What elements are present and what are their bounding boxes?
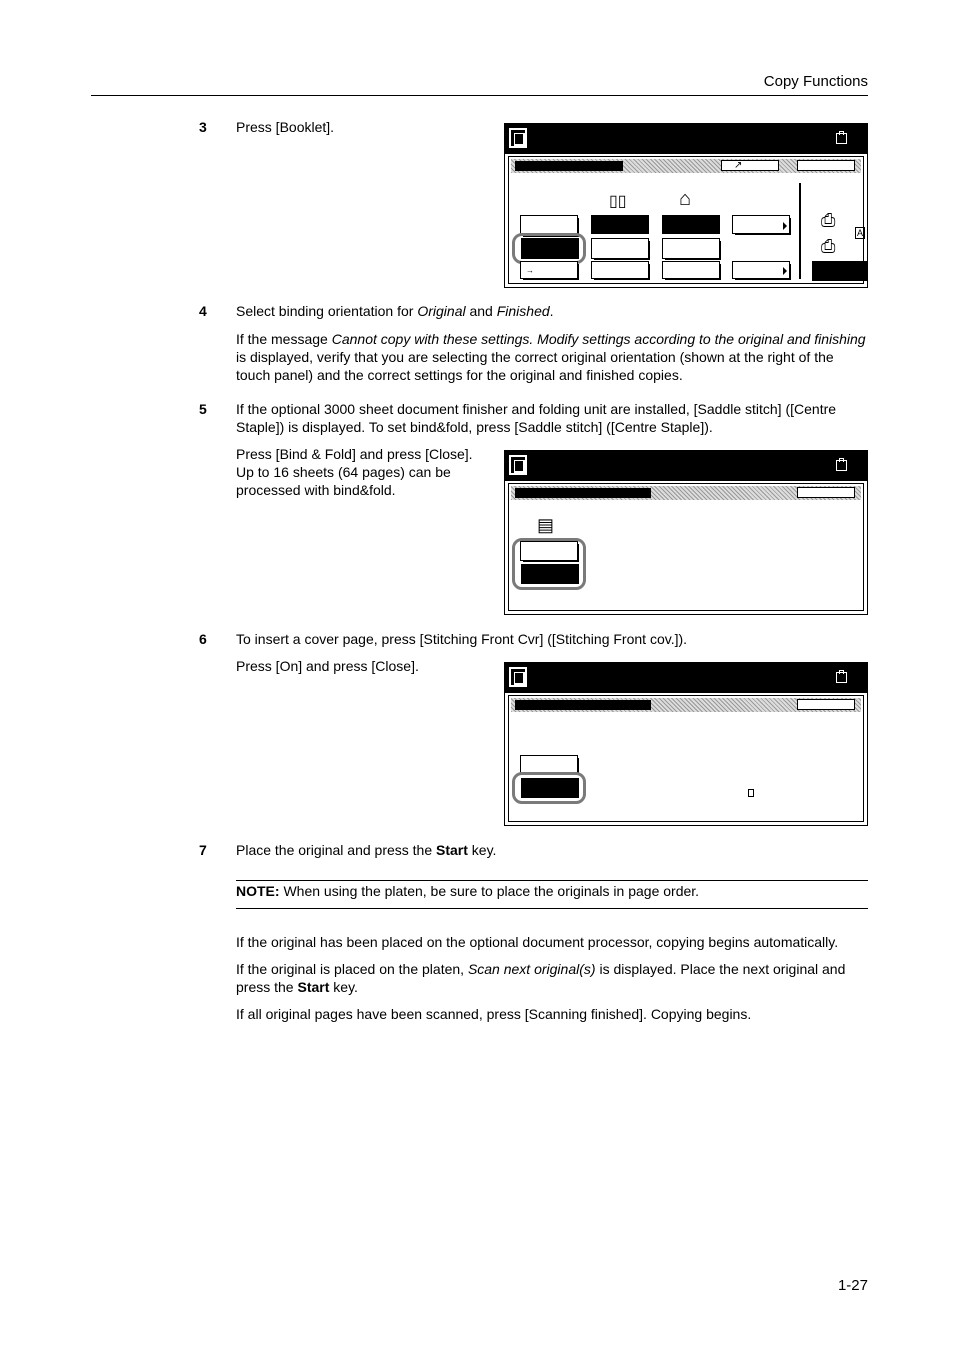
step-paragraph: If all original pages have been scanned, press [Scanning finished]. Copying begins.: [236, 1006, 752, 1022]
step-number: 3: [199, 119, 207, 135]
finisher-icon: ⌂: [679, 188, 692, 210]
info-icon: [748, 789, 754, 797]
finished-left-button[interactable]: [662, 215, 720, 234]
step-paragraph: Select binding orientation for Original and Finished.: [236, 303, 554, 319]
step-paragraph: If the original has been placed on the optional document processor, copying begins automatically.: [236, 934, 839, 950]
panel-titlebar: [505, 663, 867, 693]
chevron-right-icon: [783, 267, 787, 275]
arrow-button[interactable]: [520, 261, 578, 279]
step-number: 4: [199, 303, 207, 319]
clipboard-icon: [836, 460, 847, 471]
step-paragraph: Press [Bind & Fold] and press [Close]. Up to 16 sheets (64 pages) can be processed with bind&fold.: [236, 446, 473, 498]
step-number: 7: [199, 842, 207, 858]
panel-message: [515, 161, 623, 171]
touch-panel-cover: [504, 662, 868, 826]
step-paragraph: If the optional 3000 sheet document finisher and folding unit are installed, [Saddle stitch] ([Centre Staple]) is displayed. To set bind&fold, press [Saddle stitch] ([Centre Staple]).: [236, 401, 837, 435]
panel-titlebar: [505, 124, 867, 154]
close-button[interactable]: [797, 487, 855, 498]
finished-top-button[interactable]: [662, 261, 720, 279]
page-number: 1-27: [837, 1277, 868, 1294]
divider: [799, 183, 801, 279]
orientation-button[interactable]: [812, 261, 868, 281]
panel-body: [508, 695, 864, 822]
book-icon: ▯▯: [609, 193, 627, 210]
chevron-right-icon: [783, 222, 787, 230]
close-button[interactable]: [797, 699, 855, 710]
copy-mode-icon: [509, 667, 527, 687]
original-right-button[interactable]: [591, 238, 649, 259]
original-orientation-icon: ⎙: [821, 210, 836, 230]
step-text: Press [Booklet].: [236, 119, 335, 135]
copy-mode-icon: [509, 455, 527, 475]
clipboard-icon: [836, 133, 847, 144]
saddle-stitch-button[interactable]: [732, 261, 790, 279]
arrow-icon: →: [526, 266, 534, 275]
step-number: 6: [199, 631, 207, 647]
panel-body: [508, 156, 864, 284]
finished-right-button[interactable]: [662, 238, 720, 259]
header-rule: [91, 95, 868, 96]
close-button[interactable]: [797, 160, 855, 171]
step-paragraph: If the original is placed on the platen, Scan next original(s) is displayed. Place the next original and press the Start key.: [236, 961, 846, 995]
arrow-icon: ↗: [734, 160, 743, 171]
clipboard-icon: [836, 672, 847, 683]
note: NOTE: When using the platen, be sure to place the originals in page order.: [236, 883, 700, 899]
highlight-ring: [512, 772, 586, 804]
highlight-ring: [512, 233, 586, 264]
step-paragraph: To insert a cover page, press [Stitching Front Cvr] ([Stitching Front cov.]).: [236, 631, 688, 647]
note-rule-bottom: [236, 908, 868, 909]
original-left-button[interactable]: [591, 215, 649, 234]
panel-titlebar: [505, 451, 867, 481]
step-paragraph: Press [On] and press [Close].: [236, 658, 419, 674]
step-number: 5: [199, 401, 207, 417]
panel-status-bar: [511, 486, 861, 500]
touch-panel-bind-fold: [504, 450, 868, 615]
step-text: [236, 302, 868, 320]
copy-mode-icon: [509, 128, 527, 148]
shortcut-button[interactable]: [721, 160, 779, 171]
lock-icon: A: [857, 228, 864, 238]
panel-status-bar: [511, 698, 861, 712]
panel-body: [508, 483, 864, 611]
cover-button[interactable]: [732, 215, 790, 234]
touch-panel-booklet: [504, 123, 868, 288]
section-title: Copy Functions: [763, 73, 868, 90]
highlight-ring: [512, 538, 586, 590]
panel-status-bar: [511, 159, 861, 173]
original-orientation-icon: ⎙: [821, 236, 836, 256]
step-paragraph: Place the original and press the Start key.: [236, 842, 497, 858]
booklet-fold-icon: ▤: [537, 515, 555, 535]
original-top-button[interactable]: [591, 261, 649, 279]
panel-message: [515, 700, 651, 710]
panel-message: [515, 488, 651, 498]
step-paragraph: If the message Cannot copy with these settings. Modify settings according to the original and finishing is displayed, verify that you are selecting the correct original orientation (shown at the right of the touch panel) and the correct settings for the original and finished copies.: [236, 331, 866, 383]
note-rule-top: [236, 880, 868, 881]
